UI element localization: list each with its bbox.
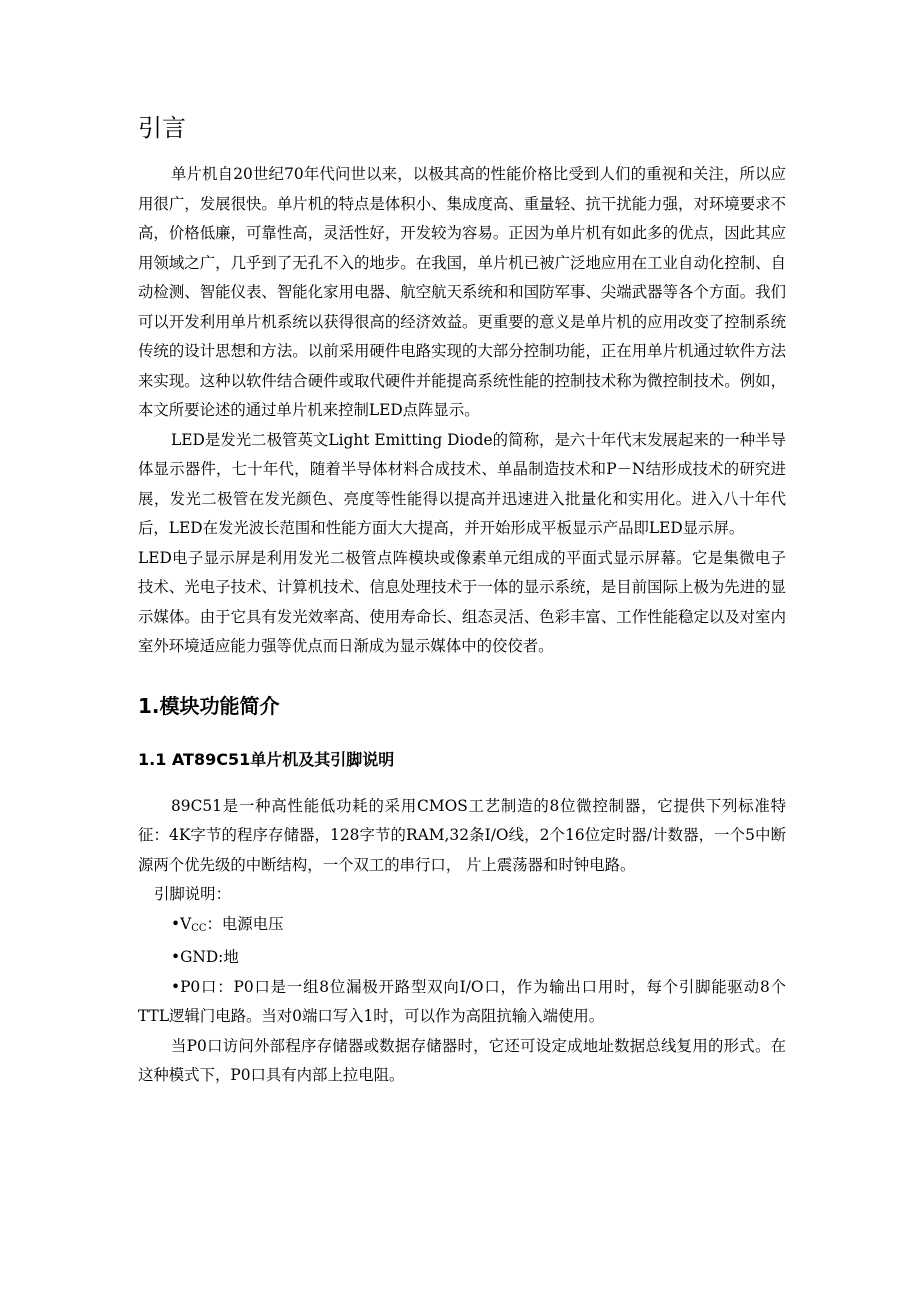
vcc-description: ：电源电压 (206, 914, 284, 933)
section-1-heading: 1.模块功能简介 (138, 693, 280, 718)
vcc-bullet (138, 910, 786, 944)
p0-paragraph: 当P0口访问外部程序存储器或数据存储器时，它还可设定成地址数据总线复用的形式。在这种模式下，P0口具有内部上拉电阻。 (138, 1036, 786, 1084)
section-1-1-heading: 1.1 AT89C51单片机及其引脚说明 (138, 749, 395, 769)
at89c51-description: 89C51是一种高性能低功耗的采用CMOS工艺制造的8位微控制器，它提供下列标准特征：4K字节的程序存储器，128字节的RAM,32条I/O线，2个16位定时器/计数器，一个5中断源两个优先级的中断结构，一个双工的串行口， 片上震荡器和时钟电路。 (138, 796, 786, 874)
pin-description-label: 引脚说明： (154, 885, 231, 903)
intro-paragraph-1: 单片机自20世纪70年代问世以来，以极其高的性能价格比受到人们的重视和关注，所以应用很广，发展很快。单片机的特点是体积小、集成度高、重量轻、抗干扰能力强，对环境要求不高，价格低廉，可靠性高，灵活性好，开发较为容易。正因为单片机有如此多的优点，因此其应用领域之广，几乎到了无孔不入的地步。在我国，单片机已被广泛地应用在工业自动化控制、自动检测、智能仪表、智能化家用电器、航空航天系统和和国防军事、尖端武器等各个方面。我们可以开发利用单片机系统以获得很高的经济效益。更重要的意义是单片机的应用改变了控制系统传统的设计思想和方法。以前采用硬件电路实现的大部分控制功能，正在用单片机通过软件方法来实现。这种以软件结合硬件或取代硬件并能提高系统性能的控制技术称为微控制技术。例如，本文所要论述的通过单片机来控制LED点阵显示。 (138, 165, 786, 419)
p0-bullet: •P0口：P0口是一组8位漏极开路型双向I/O口，作为输出口用时，每个引脚能驱动8个TTL逻辑门电路。当对0端口写入1时，可以作为高阻抗输入端使用。 (138, 977, 786, 1025)
vcc-prefix: •V (171, 914, 192, 933)
document-page (138, 112, 786, 1091)
gnd-bullet: •GND:地 (171, 948, 239, 966)
intro-heading: 引言 (138, 114, 186, 142)
intro-paragraph-3: LED电子显示屏是利用发光二极管点阵模块或像素单元组成的平面式显示屏幕。它是集微电子技术、光电子技术、计算机技术、信息处理技术于一体的显示系统，是目前国际上极为先进的显示媒体。由于它具有发光效率高、使用寿命长、组态灵活、色彩丰富、工作性能稳定以及对室内室外环境适应能力强等优点而日渐成为显示媒体中的佼佼者。 (138, 548, 786, 655)
vcc-subscript: CC (191, 922, 207, 934)
intro-paragraph-2: LED是发光二极管英文Light Emitting Diode的简称，是六十年代末发展起来的一种半导体显示器件，七十年代，随着半导体材料合成技术、单晶制造技术和P－N结形成技术的研究进展，发光二极管在发光颜色、亮度等性能得以提高并迅速进入批量化和实用化。进入八十年代后，LED在发光波长范围和性能方面大大提高，并开始形成平板显示产品即LED显示屏。 (138, 430, 786, 537)
